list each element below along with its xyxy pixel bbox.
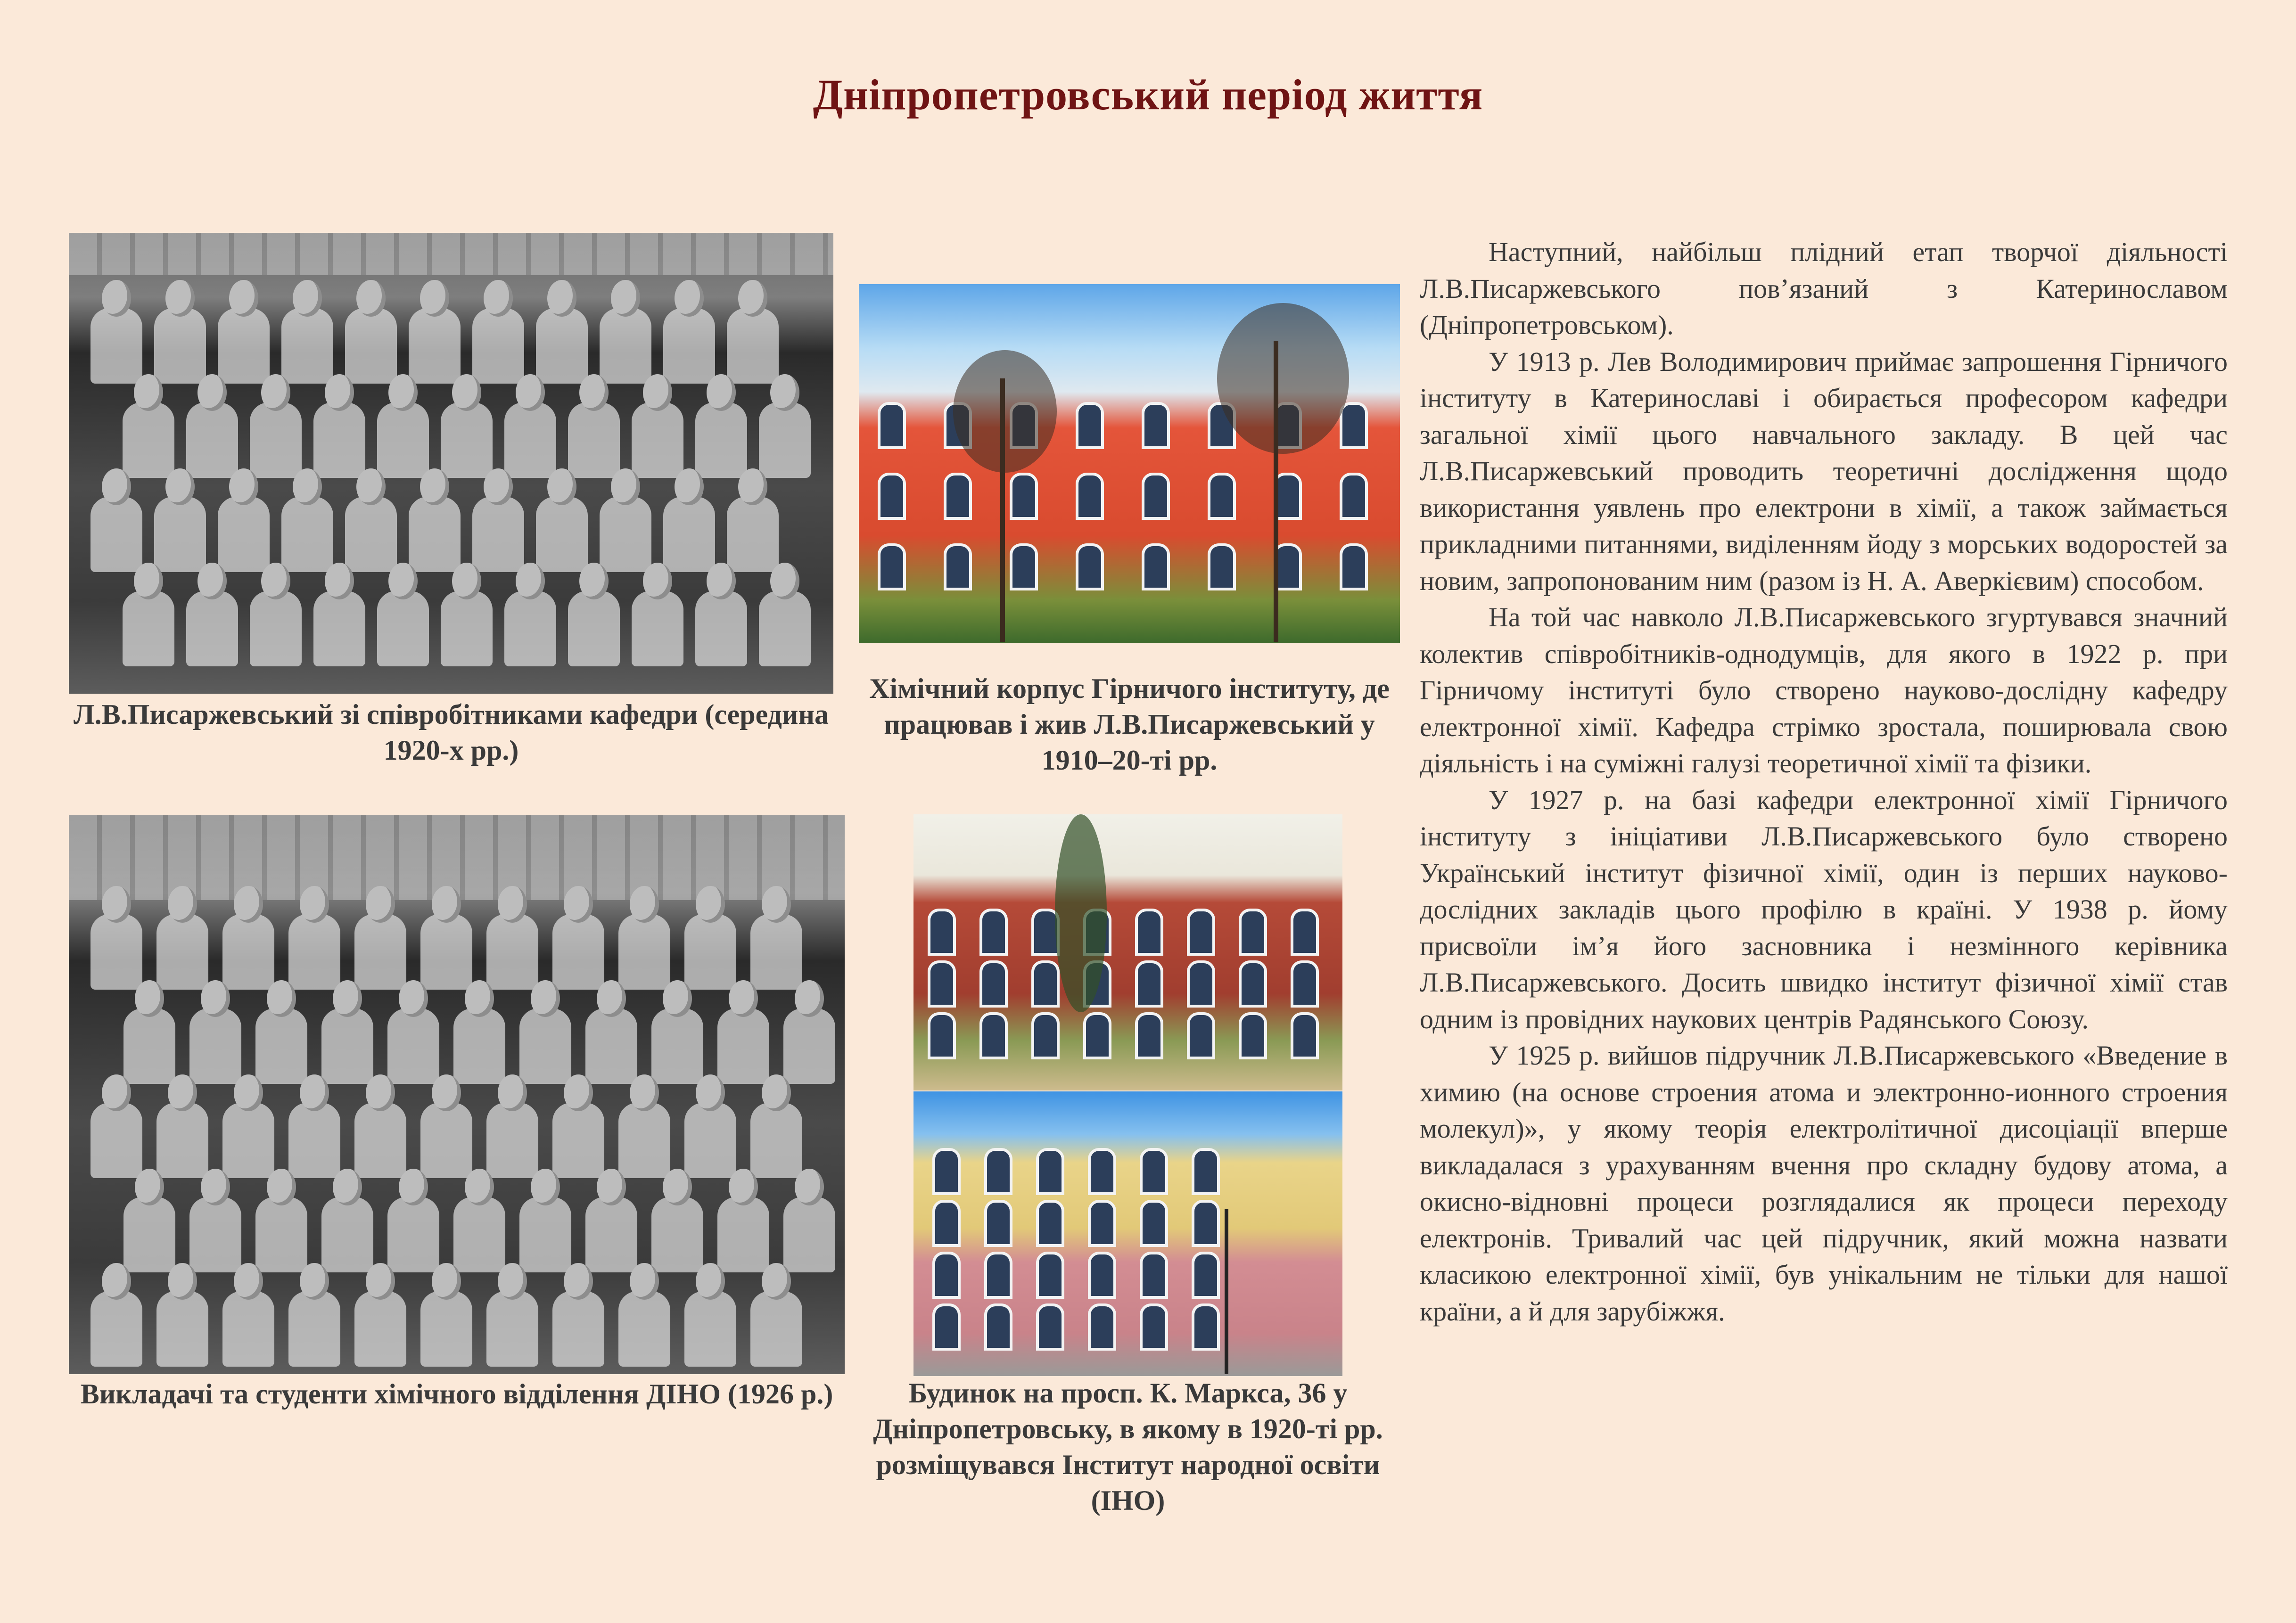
tree-crown [1217, 303, 1349, 454]
person-head [738, 468, 767, 505]
building-window [1291, 909, 1319, 956]
mining-institute-building-photo [859, 284, 1400, 643]
person-head [432, 1074, 461, 1111]
person-figure [154, 308, 206, 384]
person-figure [377, 591, 429, 666]
person-figure [281, 308, 333, 384]
person-head [102, 1263, 131, 1300]
students-photo-caption: Викладачі та студенти хімічного відділення ДІНО (1926 р.) [80, 1378, 833, 1410]
building-window [1140, 1200, 1168, 1247]
person-figure [250, 591, 302, 666]
person-head [388, 563, 418, 599]
person-figure [409, 497, 461, 572]
person-figure [123, 1008, 175, 1084]
building-window [1142, 543, 1170, 590]
building-window [979, 960, 1008, 1008]
person-head [597, 980, 626, 1017]
person-figure [727, 497, 779, 572]
person-head [135, 1169, 164, 1205]
person-figure [684, 1103, 736, 1178]
person-head [229, 280, 258, 317]
person-figure [750, 1103, 802, 1178]
building-window [1187, 1012, 1215, 1059]
person-figure [288, 914, 340, 990]
person-head [356, 468, 386, 505]
person-figure [218, 497, 270, 572]
building-window [928, 1012, 956, 1059]
person-head [795, 1169, 824, 1205]
building-window [932, 1252, 961, 1299]
person-figure [695, 591, 747, 666]
person-head [234, 886, 263, 923]
street-lamp [1225, 1209, 1228, 1374]
person-head [168, 1263, 197, 1300]
building-window [878, 402, 906, 449]
person-figure [420, 1103, 472, 1178]
person-head [643, 563, 672, 599]
building-window [1036, 1303, 1064, 1351]
building-window [1142, 473, 1170, 520]
ino-building-modern-photo [913, 1091, 1342, 1376]
person-figure [504, 591, 556, 666]
person-head [420, 280, 449, 317]
person-head [663, 1169, 692, 1205]
person-head [498, 886, 527, 923]
person-head [333, 980, 362, 1017]
building-window [1340, 402, 1368, 449]
person-head [134, 563, 163, 599]
tree-crown [1055, 814, 1107, 1012]
person-head [465, 980, 494, 1017]
building-window [1031, 1012, 1060, 1059]
building-window [1291, 1012, 1319, 1059]
person-figure [321, 1197, 373, 1272]
person-figure [123, 591, 174, 666]
person-head [611, 280, 640, 317]
person-figure [486, 914, 538, 990]
building-window [1135, 1012, 1163, 1059]
person-figure [519, 1008, 571, 1084]
person-figure [453, 1008, 505, 1084]
person-head [198, 374, 227, 411]
person-figure [123, 402, 174, 478]
person-figure [552, 914, 604, 990]
person-head [547, 280, 576, 317]
person-head [696, 886, 725, 923]
person-head [762, 886, 791, 923]
person-head [579, 374, 609, 411]
photo-wall-detail [69, 233, 833, 275]
building-window [979, 909, 1008, 956]
person-figure [250, 402, 302, 478]
person-head [498, 1263, 527, 1300]
person-figure [750, 914, 802, 990]
person-figure [313, 591, 365, 666]
building-window [932, 1200, 961, 1247]
person-figure [409, 308, 461, 384]
ino-building-caption: Будинок на просп. К. Маркса, 36 у Дніпропетровську, в якому в 1920-ті рр. розміщувався Інститут народної освіти (ІНО) [873, 1377, 1383, 1516]
person-figure [651, 1197, 703, 1272]
person-figure [759, 402, 811, 478]
person-figure [387, 1008, 439, 1084]
person-figure [387, 1197, 439, 1272]
building-window [1340, 543, 1368, 590]
person-figure [536, 308, 588, 384]
person-head [452, 563, 481, 599]
building-window [944, 473, 972, 520]
person-figure [618, 914, 670, 990]
person-figure [222, 1291, 274, 1367]
person-figure [321, 1008, 373, 1084]
person-figure [717, 1197, 769, 1272]
person-figure [486, 1103, 538, 1178]
page-title: Дніпропетровський період життя [813, 71, 1483, 119]
person-head [102, 280, 131, 317]
person-head [168, 886, 197, 923]
person-head [696, 1263, 725, 1300]
person-figure [600, 497, 651, 572]
building-window [932, 1148, 961, 1195]
person-figure [504, 402, 556, 478]
person-head [201, 980, 230, 1017]
person-head [707, 374, 736, 411]
building-window [984, 1303, 1012, 1351]
person-figure [585, 1008, 637, 1084]
building-window [1140, 1303, 1168, 1351]
person-figure [354, 1291, 406, 1367]
person-figure [552, 1103, 604, 1178]
building-window [1031, 960, 1060, 1008]
person-figure [91, 308, 142, 384]
person-head [234, 1074, 263, 1111]
person-head [579, 563, 609, 599]
person-head [300, 1263, 329, 1300]
person-figure [313, 402, 365, 478]
person-head [675, 468, 704, 505]
person-head [531, 980, 560, 1017]
person-head [229, 468, 258, 505]
person-figure [354, 914, 406, 990]
person-head [432, 886, 461, 923]
building-window [1142, 402, 1170, 449]
students-group-photo [69, 815, 845, 1374]
person-head [234, 1263, 263, 1300]
person-head [707, 563, 736, 599]
person-head [300, 886, 329, 923]
building-window [1083, 1012, 1111, 1059]
person-head [452, 374, 481, 411]
person-figure [600, 308, 651, 384]
person-head [201, 1169, 230, 1205]
building-window [1208, 543, 1236, 590]
person-figure [472, 497, 524, 572]
person-head [325, 374, 354, 411]
person-figure [156, 1103, 208, 1178]
building-window [1239, 1012, 1267, 1059]
building-window [1187, 909, 1215, 956]
person-figure [519, 1197, 571, 1272]
building-window [1239, 960, 1267, 1008]
building-window [1010, 473, 1038, 520]
person-figure [632, 402, 683, 478]
person-head [267, 1169, 296, 1205]
person-figure [441, 402, 493, 478]
building-window [984, 1200, 1012, 1247]
person-head [516, 563, 545, 599]
building-window [1140, 1252, 1168, 1299]
article-paragraph: У 1913 р. Лев Володимирович приймає запрошення Гірничого інституту в Катеринославі і обирається професором кафедри загальної хімії цього навчального закладу. В цей час Л.В.Писаржевський проводить теоретичні дослідження щодо використання уявлень про електрони в хімії, а також займається прикладними питаннями, виділенням йоду з морських водоростей за новим, запропонованим ним (разом із Н. А. Аверкієвим) способом. [1420, 346, 2228, 596]
person-head [261, 374, 290, 411]
person-head [366, 1263, 395, 1300]
person-head [696, 1074, 725, 1111]
person-head [770, 374, 799, 411]
person-figure [189, 1197, 241, 1272]
person-figure [618, 1291, 670, 1367]
building-window [984, 1148, 1012, 1195]
person-figure [552, 1291, 604, 1367]
person-figure [123, 1197, 175, 1272]
person-figure [345, 308, 397, 384]
person-figure [91, 914, 142, 990]
person-head [564, 1263, 593, 1300]
article-paragraph: Наступний, найбільш плідний етап творчої діяльності Л.В.Писаржевського пов’язаний з Катеринославом (Дніпропетровськом). [1420, 237, 2228, 340]
person-figure [91, 1103, 142, 1178]
person-head [198, 563, 227, 599]
person-figure [156, 914, 208, 990]
building-window [1208, 473, 1236, 520]
person-figure [684, 1291, 736, 1367]
person-head [432, 1263, 461, 1300]
building-window [1076, 473, 1104, 520]
building-window [1135, 960, 1163, 1008]
person-figure [651, 1008, 703, 1084]
building-window [1140, 1148, 1168, 1195]
building-window [1076, 402, 1104, 449]
person-figure [420, 1291, 472, 1367]
person-head [333, 1169, 362, 1205]
person-head [399, 1169, 428, 1205]
building-window [1291, 960, 1319, 1008]
person-head [399, 980, 428, 1017]
person-head [293, 280, 322, 317]
building-window [1192, 1303, 1220, 1351]
person-head [102, 1074, 131, 1111]
person-head [611, 468, 640, 505]
person-figure [783, 1197, 835, 1272]
mining-institute-caption: Хімічний корпус Гірничого інституту, де працював і жив Л.В.Писаржевський у 1910–20-ті рр. [869, 673, 1390, 776]
person-head [762, 1263, 791, 1300]
person-figure [684, 914, 736, 990]
person-head [165, 468, 195, 505]
person-head [738, 280, 767, 317]
building-window [1192, 1252, 1220, 1299]
person-head [420, 468, 449, 505]
person-head [630, 1074, 659, 1111]
person-figure [695, 402, 747, 478]
person-head [366, 886, 395, 923]
person-head [267, 980, 296, 1017]
person-head [516, 374, 545, 411]
person-head [663, 980, 692, 1017]
person-figure [453, 1197, 505, 1272]
person-figure [783, 1008, 835, 1084]
person-figure [663, 308, 715, 384]
person-head [484, 468, 513, 505]
person-figure [759, 591, 811, 666]
person-figure [345, 497, 397, 572]
person-head [102, 886, 131, 923]
person-figure [281, 497, 333, 572]
building-window [1088, 1252, 1116, 1299]
person-head [630, 1263, 659, 1300]
building-window [1135, 909, 1163, 956]
person-head [356, 280, 386, 317]
person-head [465, 1169, 494, 1205]
building-window [1088, 1200, 1116, 1247]
person-head [770, 563, 799, 599]
building-window [1010, 543, 1038, 590]
person-figure [255, 1008, 307, 1084]
person-head [675, 280, 704, 317]
person-head [762, 1074, 791, 1111]
person-head [325, 563, 354, 599]
person-figure [186, 402, 238, 478]
building-window [928, 960, 956, 1008]
building-window [1088, 1148, 1116, 1195]
person-head [597, 1169, 626, 1205]
building-window [1088, 1303, 1116, 1351]
person-head [134, 374, 163, 411]
building-window [1187, 960, 1215, 1008]
building-window [932, 1303, 961, 1351]
person-figure [486, 1291, 538, 1367]
person-figure [222, 1103, 274, 1178]
building-window [1239, 909, 1267, 956]
building-window [1036, 1200, 1064, 1247]
building-window [944, 543, 972, 590]
person-figure [750, 1291, 802, 1367]
person-figure [420, 914, 472, 990]
person-head [729, 1169, 758, 1205]
building-window [1036, 1252, 1064, 1299]
article-paragraph: У 1925 р. вийшов підручник Л.В.Писаржевського «Введение в химию (на основе строения атома и электронно-ионного строения молекул)», у якому теорія електролітичної дисоціації вперше викладалася з урахуванням вчення про складну будову атома, а окисно-відновні процеси розглядалися як процеси переходу електронів. Тривалий час цей підручник, який можна назвати класикою електронної хімії, був унікальним не тільки для нашої країни, а й для зарубіжжя. [1420, 1040, 2228, 1327]
person-figure [536, 497, 588, 572]
person-figure [472, 308, 524, 384]
person-figure [441, 591, 493, 666]
person-figure [222, 914, 274, 990]
building-window [1036, 1148, 1064, 1195]
article-paragraph: На той час навколо Л.В.Писаржевського згуртувався значний колектив співробітників-однодумців, для якого в 1922 р. при Гірничому інституті було створено науково-дослідну кафедру електронної хімії. Кафедра стрімко зростала, поширювала свою діяльність і на суміжні галузі теоретичної хімії та фізики. [1420, 602, 2228, 779]
article-paragraph: У 1927 р. на базі кафедри електронної хімії Гірничого інституту з ініціативи Л.В.Писаржевського було створено Український інститут фізичної хімії, один із перших науково-дослідних закладів цього профілю в країні. У 1938 р. йому присвоїли ім’я його засновника і незмінного керівника Л.В.Писаржевського. Досить швидко інститут фізичної хімії став одним із провідних наукових центрів Радянського Союзу. [1420, 784, 2228, 1034]
person-head [293, 468, 322, 505]
person-head [102, 468, 131, 505]
person-figure [91, 497, 142, 572]
person-head [388, 374, 418, 411]
person-figure [354, 1103, 406, 1178]
person-head [564, 886, 593, 923]
staff-photo-caption: Л.В.Писаржевський зі співробітниками кафедри (середина 1920-х рр.) [73, 699, 829, 766]
building-window [1340, 473, 1368, 520]
staff-group-photo [69, 233, 833, 694]
person-figure [568, 591, 620, 666]
person-figure [727, 308, 779, 384]
article-text [1420, 234, 2228, 1329]
person-figure [568, 402, 620, 478]
person-head [498, 1074, 527, 1111]
person-head [795, 980, 824, 1017]
person-figure [288, 1291, 340, 1367]
person-figure [91, 1291, 142, 1367]
person-head [168, 1074, 197, 1111]
person-figure [288, 1103, 340, 1178]
person-head [261, 563, 290, 599]
person-figure [663, 497, 715, 572]
person-figure [585, 1197, 637, 1272]
person-figure [189, 1008, 241, 1084]
building-window [878, 473, 906, 520]
person-head [366, 1074, 395, 1111]
person-figure [717, 1008, 769, 1084]
person-figure [218, 308, 270, 384]
person-head [300, 1074, 329, 1111]
person-head [564, 1074, 593, 1111]
building-window [1192, 1148, 1220, 1195]
person-head [643, 374, 672, 411]
person-figure [618, 1103, 670, 1178]
person-figure [377, 402, 429, 478]
person-figure [255, 1197, 307, 1272]
ino-building-historic-photo [913, 814, 1342, 1090]
building-window [1076, 543, 1104, 590]
person-figure [632, 591, 683, 666]
person-head [630, 886, 659, 923]
building-window [979, 1012, 1008, 1059]
person-figure [186, 591, 238, 666]
person-head [729, 980, 758, 1017]
person-head [547, 468, 576, 505]
building-window [928, 909, 956, 956]
person-head [135, 980, 164, 1017]
tree-crown [953, 350, 1057, 473]
person-head [531, 1169, 560, 1205]
person-figure [154, 497, 206, 572]
building-window [878, 543, 906, 590]
person-head [484, 280, 513, 317]
person-figure [156, 1291, 208, 1367]
person-head [165, 280, 195, 317]
building-window [984, 1252, 1012, 1299]
building-window [1192, 1200, 1220, 1247]
